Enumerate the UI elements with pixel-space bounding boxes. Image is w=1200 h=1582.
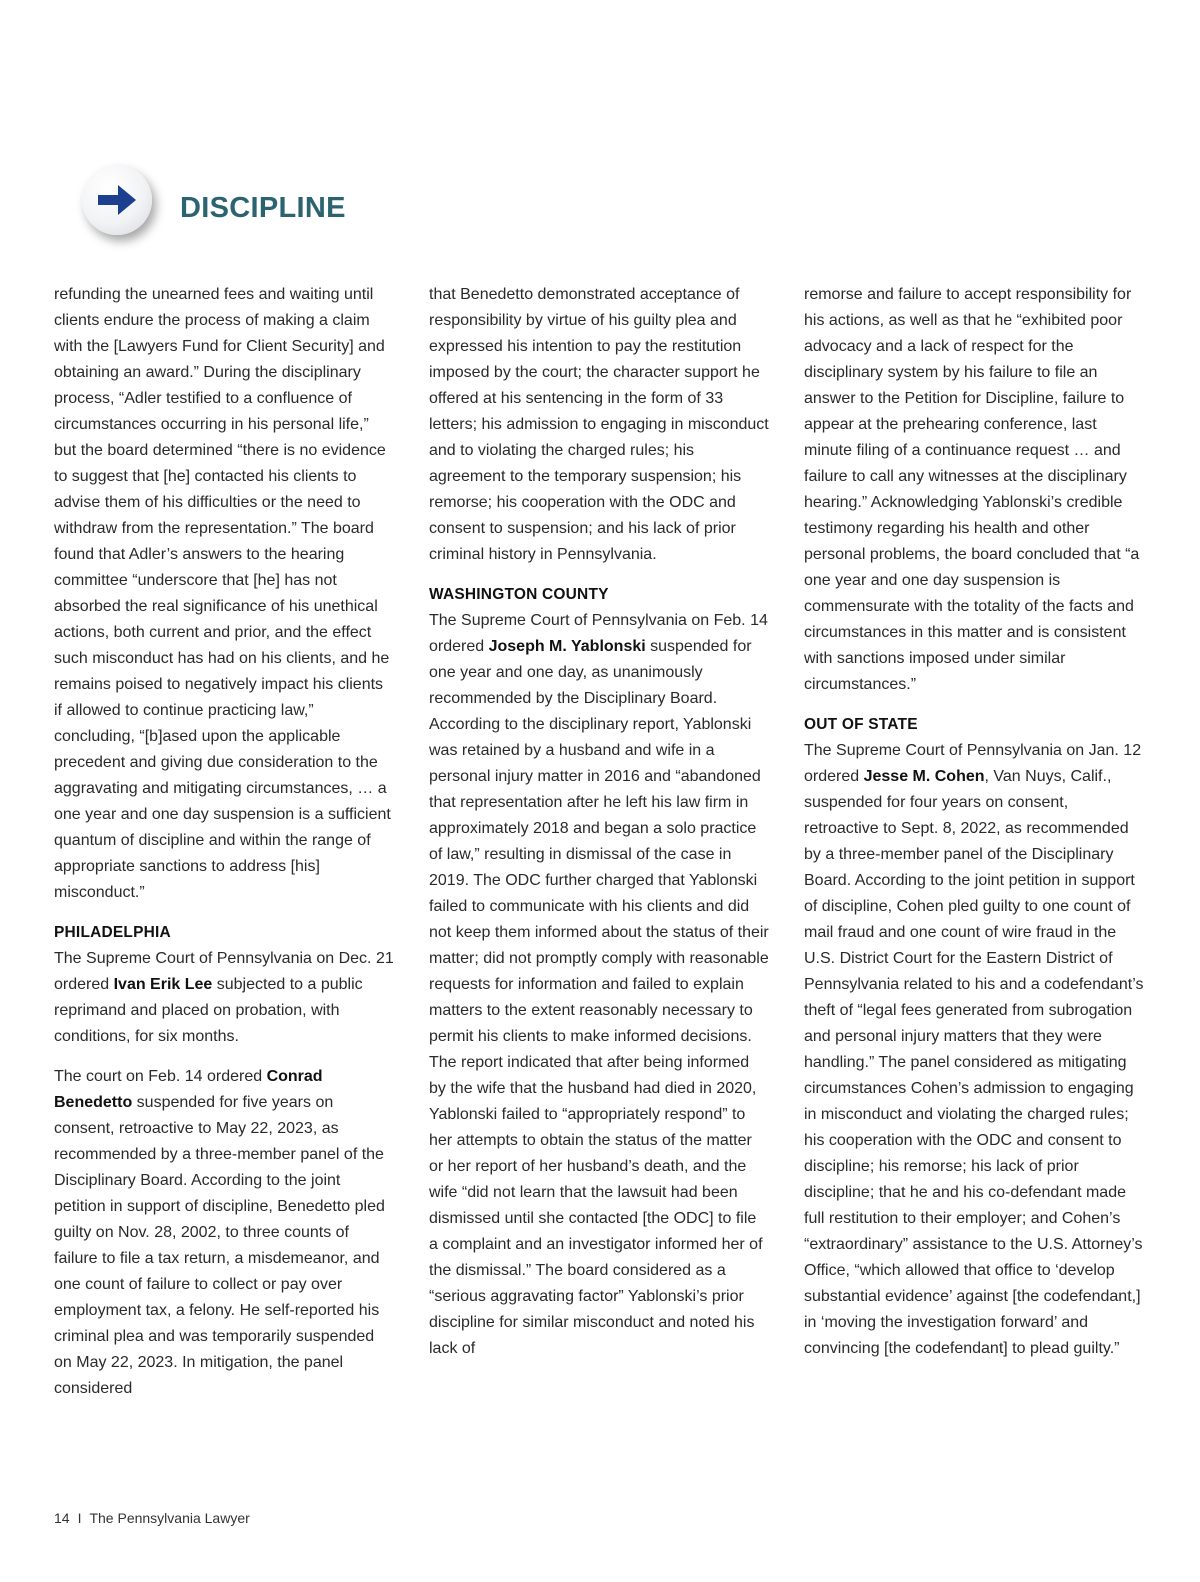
attorney-name: Joseph M. Yablonski [488, 638, 646, 655]
paragraph: The Supreme Court of Pennsylvania on Feb. 14 ordered Joseph M. Yablonski suspended for one year and one day, as unanimously recommended by the Disciplinary Board. According to the disciplinary report, Yablonski was retained by a husband and wife in a personal injury matter in 2016 and “abandoned that representation after he left his law firm in approximately 2018 and began a solo practice of law,” resulting in dismissal of the case in 2019. The ODC further charged that Yablonski failed to communicate with his clients and did not keep them informed about the status of their matter; did not promptly comply with reasonable requests for information and failed to explain matters to the extent reasonably necessary to permit his clients to make informed decisions. The report indicated that after being informed by the wife that the husband had died in 2020, Yablonski failed to “appropriately respond” to her attempts to obtain the status of the matter or her report of her husband’s death, and the wife “did not learn that the lawsuit had been dismissed until she contacted [the ODC] to file a complaint and an investigator informed her of the dismissal.” The board considered as a “serious aggravating factor” Yablonski’s prior discipline for similar misconduct and noted his lack of [429, 612, 769, 1357]
paragraph: that Benedetto demonstrated acceptance of responsibility by virtue of his guilty plea and expressed his intention to pay the restitution imposed by the court; the character support he offered at his sentencing in the form of 33 letters; his admission to engaging in misconduct and to violating the charged rules; his agreement to the temporary suspension; his remorse; his cooperation with the ODC and consent to suspension; and his lack of prior criminal history in Pennsylvania. [429, 286, 769, 563]
paragraph: remorse and failure to accept responsibility for his actions, as well as that he “exhibited poor advocacy and a lack of respect for the disciplinary system by his failure to file an answer to the Petition for Discipline, failure to appear at the prehearing conference, last minute filing of a continuance request … and failure to call any witnesses at the disciplinary hearing.” Acknowledging Yablonski’s credible testimony regarding his health and other personal problems, the board concluded that “a one year and one day suspension is commensurate with the totality of the facts and circumstances in this matter and is consistent with sanctions imposed under similar circumstances.” [804, 286, 1140, 693]
page-number: 14 [54, 1510, 70, 1526]
paragraph: The court on Feb. 14 ordered Conrad Benedetto suspended for five years on consent, retroactive to May 22, 2023, as recommended by a three-member panel of the Disciplinary Board. According to the joint petition in support of discipline, Benedetto pled guilty on Nov. 28, 2002, to three counts of failure to file a tax return, a misdemeanor, and one count of failure to collect or pay over employment tax, a felony. He self-reported his criminal plea and was temporarily suspended on May 22, 2023. In mitigation, the panel considered [54, 1068, 385, 1397]
subheading-washington-county: WASHINGTON COUNTY [429, 586, 609, 603]
arrow-badge [82, 165, 152, 235]
footer-separator: I [77, 1510, 82, 1526]
page-footer [54, 1510, 250, 1526]
arrow-right-icon [94, 180, 140, 220]
column-1 [54, 282, 394, 1416]
column-2 [429, 282, 769, 1376]
section-title: DISCIPLINE [180, 191, 346, 224]
paragraph: refunding the unearned fees and waiting until clients endure the process of making a claim with the [Lawyers Fund for Client Security] and obtaining an award.” During the disciplinary process, “Adler testified to a confluence of circumstances occurring in his personal life,” but the board determined “there is no evidence to suggest that [he] contacted his clients to advise them of his difficulties or the need to withdraw from the representation.” The board found that Adler’s answers to the hearing committee “underscore that [he] has not absorbed the real significance of his unethical actions, both current and prior, and the effect such misconduct has had on his clients, and he remains poised to negatively impact his clients if allowed to continue practicing law,” concluding, “[b]ased upon the applicable precedent and giving due consideration to the aggravating and mitigating circumstances, … a one year and one day suspension is a sufficient quantum of discipline and within the range of appropriate sanctions to address [his] misconduct.” [54, 286, 391, 901]
paragraph: The Supreme Court of Pennsylvania on Jan. 12 ordered Jesse M. Cohen, Van Nuys, Calif., suspended for four years on consent, retroactive to Sept. 8, 2022, as recommended by a three-member panel of the Disciplinary Board. According to the joint petition in support of discipline, Cohen pled guilty to one count of mail fraud and one count of wire fraud in the U.S. District Court for the Eastern District of Pennsylvania related to his and a codefendant’s theft of “legal fees generated from subrogation and personal injury matters that they were handling.” The panel considered as mitigating circumstances Cohen’s admission to engaging in misconduct and violating the charged rules; his cooperation with the ODC and consent to discipline; his remorse; his lack of prior discipline; that he and his co-defendant made full restitution to their employer; and Cohen’s “extraordinary” assistance to the U.S. Attorney’s Office, “which allowed that office to ‘develop substantial evidence’ against [the codefendant,] in ‘moving the investigation forward’ and convincing [the codefendant] to plead guilty.” [804, 742, 1144, 1357]
attorney-name: Conrad Benedetto [54, 1068, 323, 1111]
section-header [82, 160, 346, 240]
attorney-name: Ivan Erik Lee [113, 976, 213, 993]
subheading-philadelphia: PHILADELPHIA [54, 924, 171, 941]
subheading-out-of-state: OUT OF STATE [804, 716, 918, 733]
attorney-name: Jesse M. Cohen [863, 768, 985, 785]
paragraph: The Supreme Court of Pennsylvania on Dec. 21 ordered Ivan Erik Lee subjected to a public reprimand and placed on probation, with conditions, for six months. [54, 950, 394, 1045]
publication-name: The Pennsylvania Lawyer [89, 1510, 250, 1526]
column-3 [804, 282, 1144, 1376]
